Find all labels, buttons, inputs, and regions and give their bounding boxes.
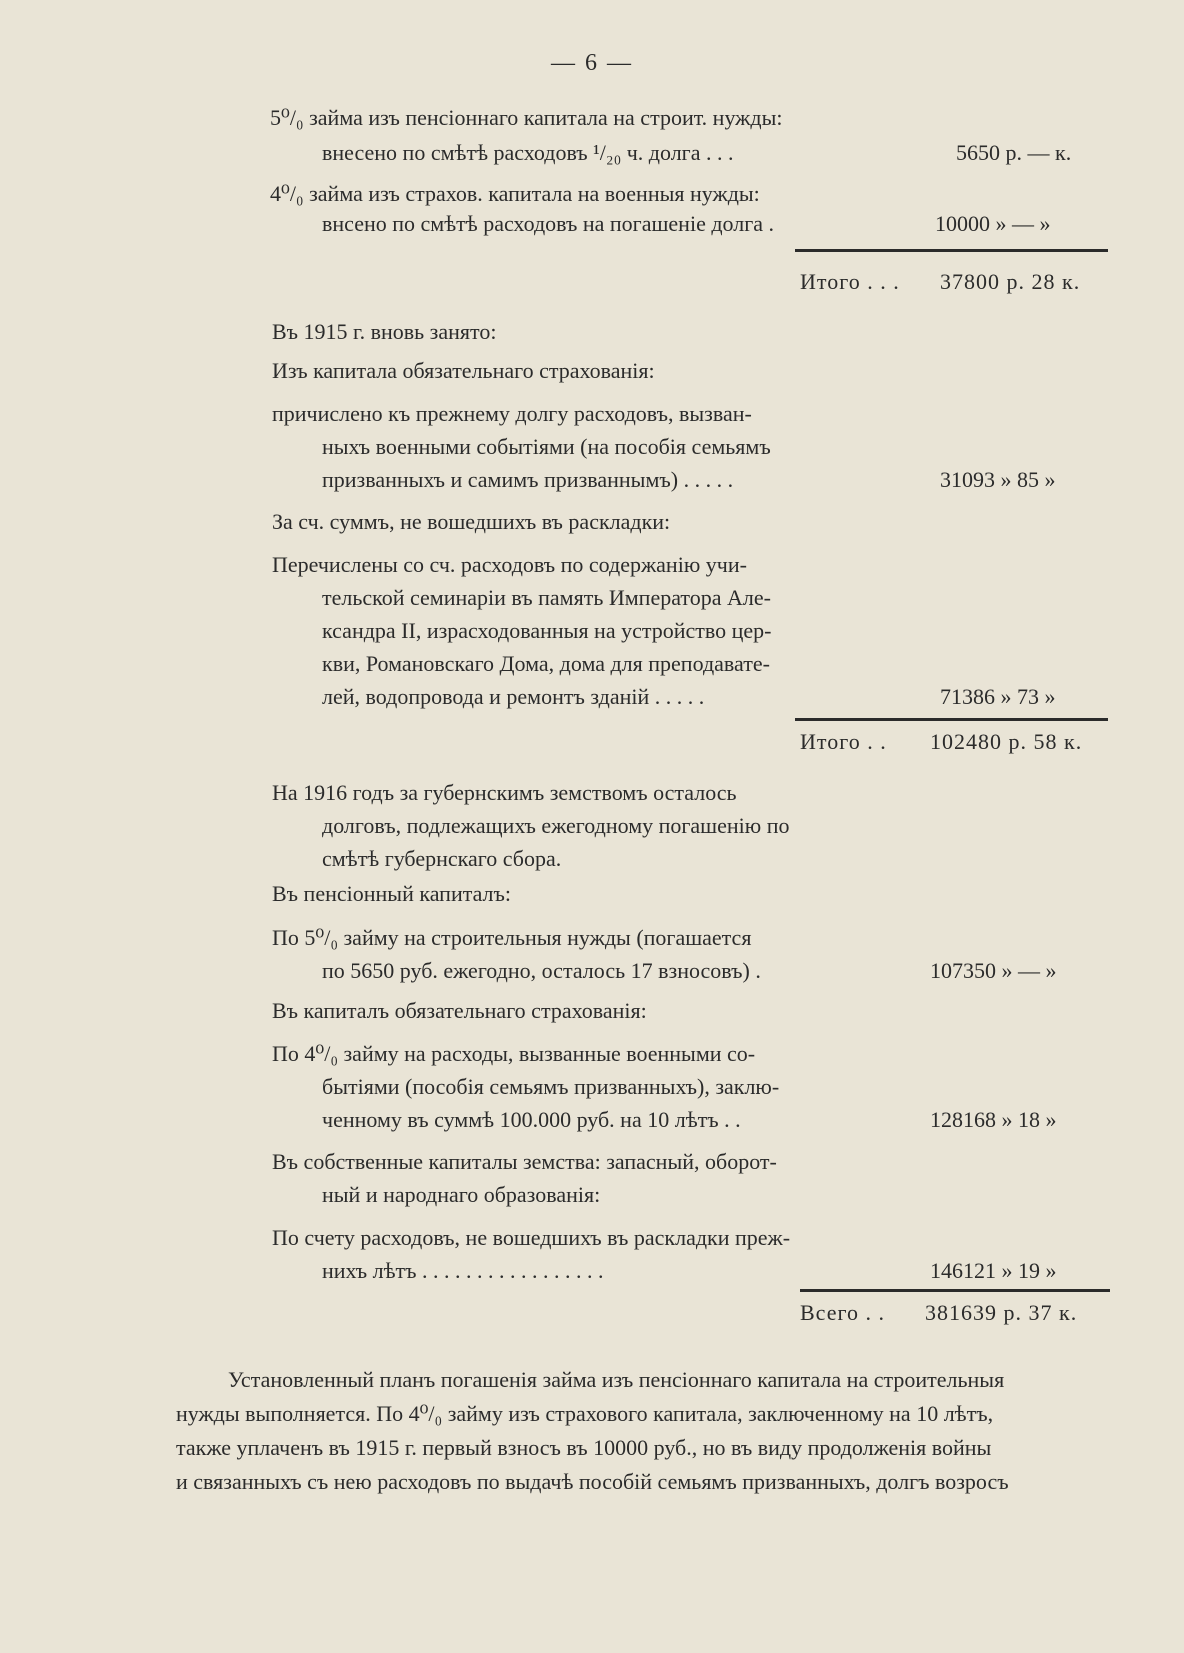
item-amount: 107350 » — » [930, 958, 1057, 983]
item-line: По 4⁰/₀ займу на расходы, вызванные военными со- [272, 1041, 756, 1066]
item-line: ныхъ военными событіями (на пособія семьямъ [322, 434, 771, 459]
loan4-line-2: внсено по смѣтѣ расходовъ на погашеніе долга . [322, 211, 774, 236]
sum-rule [800, 1289, 1110, 1292]
subheading: Въ пенсіонный капиталъ: [272, 881, 512, 906]
item-amount: 146121 » 19 » [930, 1258, 1057, 1283]
loan4-line-1: 4⁰/₀ займа изъ страхов. капитала на военныя нужды: [270, 181, 760, 206]
item-amount: 71386 » 73 » [940, 684, 1056, 709]
total-amount: 381639 р. 37 к. [925, 1300, 1078, 1325]
total-label: Итого . . [800, 729, 887, 754]
subheading: ный и народнаго образованія: [322, 1182, 601, 1207]
total-label: Итого . . . [800, 269, 900, 294]
item-amount: 31093 » 85 » [940, 467, 1056, 492]
item-line: ченному въ суммѣ 100.000 руб. на 10 лѣтъ . . [322, 1107, 741, 1132]
item-line: причислено къ прежнему долгу расходовъ, вызван- [272, 401, 752, 426]
closing-line: также уплаченъ въ 1915 г. первый взносъ въ 10000 руб., но въ виду продолженія войны [176, 1435, 992, 1460]
subheading: Въ капиталъ обязательнаго страхованія: [272, 998, 647, 1023]
subheading: Въ собственные капиталы земства: запасный, оборот- [272, 1149, 777, 1174]
item-line: тельской семинаріи въ память Императора Але- [322, 585, 771, 610]
item-line: По 5⁰/₀ займу на строительныя нужды (погашается [272, 925, 752, 950]
page-number: — 6 — [551, 50, 633, 76]
subheading: За сч. суммъ, не вошедшихъ въ раскладки: [272, 509, 671, 534]
item-amount: 128168 » 18 » [930, 1107, 1057, 1132]
total-label: Всего . . [800, 1300, 885, 1325]
item-line: по 5650 руб. ежегодно, осталось 17 взносовъ) . [322, 958, 761, 983]
subheading: Изъ капитала обязательнаго страхованія: [272, 358, 655, 383]
intro-line: долговъ, подлежащихъ ежегодному погашенію по [322, 813, 790, 838]
intro-line: смѣтѣ губернскаго сбора. [322, 846, 562, 871]
closing-line: и связанныхъ съ нею расходовъ по выдачѣ пособій семьямъ призванныхъ, долгъ возросъ [176, 1469, 1009, 1494]
sum-rule [795, 249, 1108, 252]
item-line: По счету расходовъ, не вошедшихъ въ раскладки преж- [272, 1225, 791, 1250]
item-line: Перечислены со сч. расходовъ по содержанію учи- [272, 552, 747, 577]
loan5-amount: 5650 р. — к. [956, 140, 1072, 165]
item-line: нихъ лѣтъ . . . . . . . . . . . . . . . . . [322, 1258, 604, 1283]
total-amount: 37800 р. 28 к. [940, 269, 1081, 294]
closing-line: нужды выполняется. По 4⁰/₀ займу изъ страхового капитала, заключенному на 10 лѣтъ, [176, 1401, 994, 1426]
item-line: кви, Романовскаго Дома, дома для преподавате- [322, 651, 770, 676]
sum-rule [795, 718, 1108, 721]
item-line: призванныхъ и самимъ призваннымъ) . . . . . [322, 467, 734, 492]
item-line: ксандра II, израсходованныя на устройство цер- [322, 618, 772, 643]
intro-line: На 1916 годъ за губернскимъ земствомъ осталось [272, 780, 737, 805]
loan5-line-2: внесено по смѣтѣ расходовъ ¹/₂₀ ч. долга . . . [322, 140, 734, 165]
section-heading: Въ 1915 г. вновь занято: [272, 319, 497, 344]
loan4-amount: 10000 » — » [935, 211, 1051, 236]
closing-line: Установленный планъ погашенія займа изъ пенсіоннаго капитала на строительныя [228, 1367, 1005, 1392]
total-amount: 102480 р. 58 к. [930, 729, 1083, 754]
item-line: бытіями (пособія семьямъ призванныхъ), заклю- [322, 1074, 780, 1099]
loan5-line-1: 5⁰/₀ займа изъ пенсіоннаго капитала на строит. нужды: [270, 105, 783, 130]
item-line: лей, водопровода и ремонтъ зданій . . . . . [322, 684, 705, 709]
